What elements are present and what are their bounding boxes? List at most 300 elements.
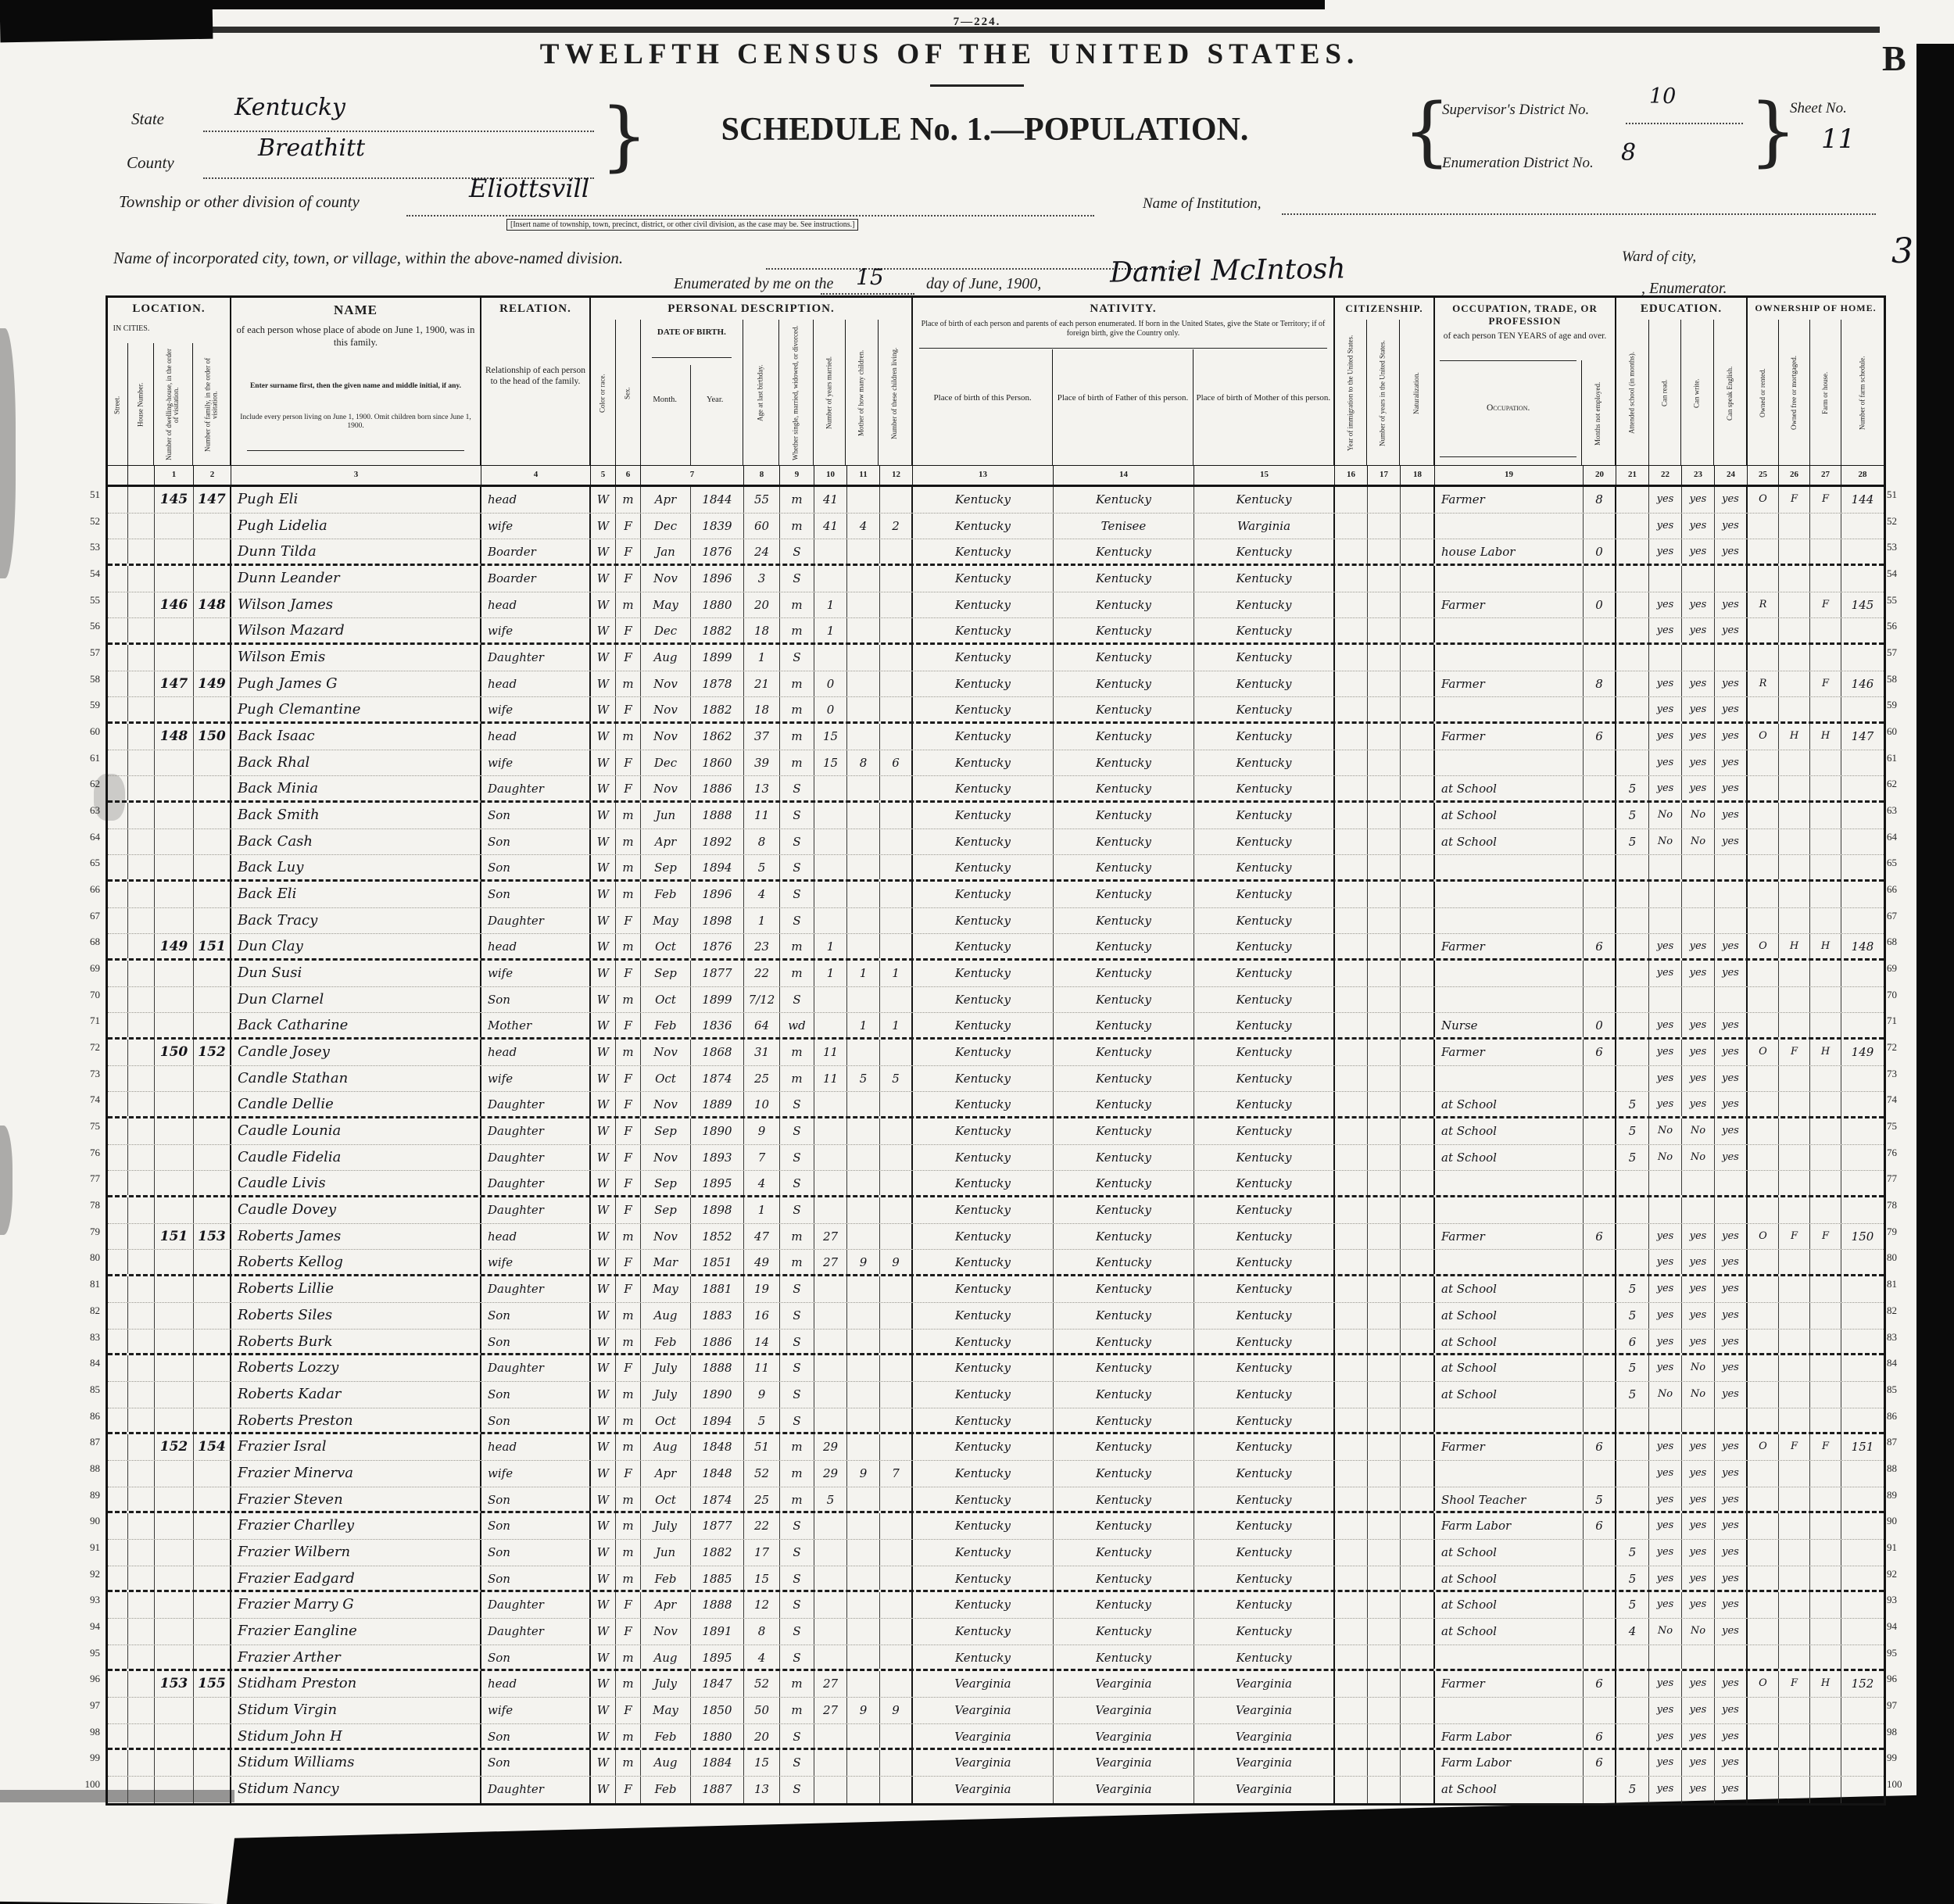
cell-rel: Son bbox=[481, 1750, 591, 1776]
cell-blank bbox=[128, 1276, 155, 1302]
cell-blank bbox=[128, 566, 155, 592]
table-row bbox=[108, 1092, 1884, 1118]
cell-pm: Kentucky bbox=[1194, 1145, 1335, 1171]
column-number: 6 bbox=[616, 466, 641, 485]
line-number: 92 bbox=[1887, 1567, 1897, 1580]
cell-en: yes bbox=[1715, 1619, 1748, 1645]
cell-mn bbox=[1584, 1066, 1616, 1092]
cell-s: F bbox=[616, 961, 641, 986]
cell-sd bbox=[1841, 1750, 1884, 1776]
cell-mn bbox=[1584, 1355, 1616, 1381]
cell-mo: Oct bbox=[641, 987, 691, 1013]
cell-blank bbox=[1335, 1145, 1368, 1171]
cell-c: W bbox=[591, 1592, 616, 1618]
cell-sd bbox=[1841, 1382, 1884, 1408]
cell-sc: 5 bbox=[1616, 1355, 1649, 1381]
cell-blank bbox=[1401, 1355, 1435, 1381]
cell-mc bbox=[847, 829, 880, 855]
cell-fh bbox=[1810, 1276, 1841, 1302]
cell-blank bbox=[1368, 1592, 1401, 1618]
cell-sd bbox=[1841, 1250, 1884, 1274]
cell-fr bbox=[1779, 514, 1810, 539]
in-cities-label: IN CITIES. bbox=[113, 324, 150, 333]
cell-fm: 147 bbox=[194, 487, 231, 513]
cell-rd: yes bbox=[1649, 934, 1682, 958]
cell-blank bbox=[1335, 1724, 1368, 1748]
cell-pf: Vearginia bbox=[1054, 1698, 1194, 1723]
cell-ms: wd bbox=[780, 1013, 814, 1037]
cell-en: yes bbox=[1715, 539, 1748, 564]
cell-rd: yes bbox=[1649, 1461, 1682, 1487]
township-note: [Insert name of township, town, precinct, district, or other civil division, as the case may be. See instructions.] bbox=[506, 219, 858, 231]
cell-oc: at School bbox=[1435, 1145, 1584, 1171]
cell-pf: Kentucky bbox=[1054, 1276, 1194, 1302]
line-number: 75 bbox=[90, 1120, 100, 1133]
cell-dw bbox=[155, 1750, 194, 1776]
cell-sc bbox=[1616, 1671, 1649, 1697]
cell-mo: July bbox=[641, 1382, 691, 1408]
cell-mc bbox=[847, 1487, 880, 1512]
cell-nm: Frazier Minerva bbox=[231, 1461, 481, 1487]
group-personal bbox=[591, 298, 913, 465]
cell-pf: Kentucky bbox=[1054, 1592, 1194, 1618]
cell-cl bbox=[880, 1540, 913, 1566]
table-row bbox=[108, 1645, 1884, 1672]
cell-ms: m bbox=[780, 724, 814, 750]
cell-oc: at School bbox=[1435, 1118, 1584, 1144]
cell-dw bbox=[155, 1619, 194, 1645]
cell-fh bbox=[1810, 645, 1841, 671]
cell-pb: Kentucky bbox=[913, 1330, 1054, 1354]
cell-ym: 27 bbox=[814, 1671, 847, 1697]
cell-ow bbox=[1748, 1118, 1779, 1144]
cell-blank bbox=[1401, 1197, 1435, 1223]
cell-fm bbox=[194, 1145, 231, 1171]
line-number: 66 bbox=[1887, 883, 1897, 896]
cell-fr bbox=[1779, 1303, 1810, 1329]
cell-wr: yes bbox=[1682, 776, 1715, 800]
cell-dw bbox=[155, 1066, 194, 1092]
table-row bbox=[108, 1250, 1884, 1276]
cell-blank bbox=[128, 1040, 155, 1065]
cell-ag: 8 bbox=[744, 829, 780, 855]
cell-blank bbox=[1401, 934, 1435, 958]
cell-ms: m bbox=[780, 1040, 814, 1065]
cell-ow bbox=[1748, 1513, 1779, 1539]
cell-blank bbox=[128, 1118, 155, 1144]
cell-nm: Frazier Steven bbox=[231, 1487, 481, 1512]
cell-fh bbox=[1810, 1303, 1841, 1329]
cell-wr: No bbox=[1682, 803, 1715, 829]
cell-blank bbox=[108, 882, 128, 907]
cell-wr bbox=[1682, 855, 1715, 879]
cell-s: F bbox=[616, 697, 641, 721]
cell-pb: Kentucky bbox=[913, 592, 1054, 618]
cell-sd bbox=[1841, 1408, 1884, 1433]
cell-c: W bbox=[591, 882, 616, 907]
cell-dw: 148 bbox=[155, 724, 194, 750]
cell-fh bbox=[1810, 1355, 1841, 1381]
cell-fr bbox=[1779, 1197, 1810, 1223]
cell-rel: Son bbox=[481, 1566, 591, 1591]
cell-pm: Kentucky bbox=[1194, 908, 1335, 934]
cell-s: m bbox=[616, 1303, 641, 1329]
cell-blank bbox=[1335, 961, 1368, 986]
cell-dw bbox=[155, 1092, 194, 1116]
cell-pf: Kentucky bbox=[1054, 724, 1194, 750]
cell-c: W bbox=[591, 671, 616, 697]
cell-blank bbox=[128, 1066, 155, 1092]
cell-blank bbox=[1401, 908, 1435, 934]
cell-blank bbox=[108, 1513, 128, 1539]
cell-rd: yes bbox=[1649, 724, 1682, 750]
cell-blank bbox=[1401, 1145, 1435, 1171]
table-row bbox=[108, 1671, 1884, 1698]
cell-blank bbox=[128, 1303, 155, 1329]
cell-blank bbox=[128, 645, 155, 671]
cell-blank bbox=[1335, 1461, 1368, 1487]
cell-nm: Candle Josey bbox=[231, 1040, 481, 1065]
cell-wr: yes bbox=[1682, 1250, 1715, 1274]
cell-rd: yes bbox=[1649, 1777, 1682, 1803]
cell-fr bbox=[1779, 961, 1810, 986]
cell-blank bbox=[1401, 750, 1435, 776]
cell-fh: H bbox=[1810, 1671, 1841, 1697]
cell-fr: F bbox=[1779, 1224, 1810, 1250]
cell-pf: Tenisee bbox=[1054, 514, 1194, 539]
cell-nm: Caudle Lounia bbox=[231, 1118, 481, 1144]
cell-s: F bbox=[616, 1619, 641, 1645]
cell-mo: Nov bbox=[641, 1092, 691, 1116]
cell-pf: Kentucky bbox=[1054, 671, 1194, 697]
cell-wr: yes bbox=[1682, 1750, 1715, 1776]
cell-pb: Kentucky bbox=[913, 645, 1054, 671]
cell-wr: yes bbox=[1682, 1592, 1715, 1618]
cell-ag: 12 bbox=[744, 1592, 780, 1618]
cell-sc bbox=[1616, 697, 1649, 721]
cell-wr: yes bbox=[1682, 1276, 1715, 1302]
cell-cl bbox=[880, 1040, 913, 1065]
col-owned-or-rented-label: Owned or rented. bbox=[1758, 368, 1766, 418]
cell-dw: 149 bbox=[155, 934, 194, 958]
table-row bbox=[108, 1382, 1884, 1408]
cell-c: W bbox=[591, 1171, 616, 1195]
cell-c: W bbox=[591, 1671, 616, 1697]
cell-c: W bbox=[591, 1777, 616, 1803]
cell-blank bbox=[1401, 1118, 1435, 1144]
cell-mc bbox=[847, 1592, 880, 1618]
cell-nm: Roberts Kadar bbox=[231, 1382, 481, 1408]
cell-pb: Kentucky bbox=[913, 697, 1054, 721]
line-number: 52 bbox=[1887, 514, 1897, 527]
line-number: 94 bbox=[1887, 1619, 1897, 1632]
cell-rel: wife bbox=[481, 1698, 591, 1723]
cell-c: W bbox=[591, 1355, 616, 1381]
col-can-write-label: Can write. bbox=[1692, 378, 1701, 408]
cell-ow bbox=[1748, 882, 1779, 907]
cell-pm: Kentucky bbox=[1194, 1540, 1335, 1566]
cell-blank bbox=[1368, 1118, 1401, 1144]
cell-fh bbox=[1810, 961, 1841, 986]
cell-dw bbox=[155, 750, 194, 776]
cell-blank bbox=[1335, 1408, 1368, 1433]
cell-rd: yes bbox=[1649, 1540, 1682, 1566]
cell-yr: 1839 bbox=[691, 514, 744, 539]
cell-pb: Kentucky bbox=[913, 1040, 1054, 1065]
dob-divider bbox=[690, 365, 691, 465]
cell-pb: Kentucky bbox=[913, 1487, 1054, 1512]
cell-ow bbox=[1748, 618, 1779, 642]
cell-cl bbox=[880, 1382, 913, 1408]
cell-yr: 1889 bbox=[691, 1092, 744, 1116]
col-mother-of-label: Mother of how many children. bbox=[857, 349, 866, 437]
cell-en: yes bbox=[1715, 1145, 1748, 1171]
line-number: 71 bbox=[90, 1015, 100, 1027]
cell-blank bbox=[1401, 1408, 1435, 1433]
cell-rel: Son bbox=[481, 1487, 591, 1512]
cell-pm: Kentucky bbox=[1194, 803, 1335, 829]
line-number: 83 bbox=[1887, 1330, 1897, 1343]
cell-blank bbox=[108, 750, 128, 776]
cell-mc bbox=[847, 566, 880, 592]
cell-pb: Kentucky bbox=[913, 934, 1054, 958]
cell-fr bbox=[1779, 1619, 1810, 1645]
cell-ym: 27 bbox=[814, 1698, 847, 1723]
cell-pf: Kentucky bbox=[1054, 1461, 1194, 1487]
cell-sd bbox=[1841, 514, 1884, 539]
state-value: Kentucky bbox=[234, 94, 345, 121]
cell-pb: Kentucky bbox=[913, 1145, 1054, 1171]
cell-rel: wife bbox=[481, 1066, 591, 1092]
cell-dw bbox=[155, 1382, 194, 1408]
line-number: 95 bbox=[90, 1646, 100, 1659]
cell-en: yes bbox=[1715, 1487, 1748, 1512]
cell-fr bbox=[1779, 592, 1810, 618]
table-row bbox=[108, 1408, 1884, 1435]
cell-blank bbox=[108, 776, 128, 800]
cell-rd: No bbox=[1649, 803, 1682, 829]
cell-blank bbox=[1335, 1592, 1368, 1618]
cell-oc bbox=[1435, 961, 1584, 986]
cell-wr bbox=[1682, 1645, 1715, 1670]
cell-rd: yes bbox=[1649, 514, 1682, 539]
table-row bbox=[108, 1513, 1884, 1540]
cell-mo: May bbox=[641, 592, 691, 618]
cell-blank bbox=[1335, 1330, 1368, 1354]
cell-rel: Son bbox=[481, 1303, 591, 1329]
cell-sc bbox=[1616, 539, 1649, 564]
col-children-living-label: Number of these children living. bbox=[890, 347, 899, 439]
cell-oc: at School bbox=[1435, 1592, 1584, 1618]
page-title: TWELFTH CENSUS OF THE UNITED STATES. bbox=[539, 38, 1360, 70]
cell-pm: Kentucky bbox=[1194, 1645, 1335, 1670]
cell-blank bbox=[1335, 1224, 1368, 1250]
column-number: 23 bbox=[1682, 466, 1715, 485]
cell-blank bbox=[128, 592, 155, 618]
cell-s: F bbox=[616, 1698, 641, 1723]
cell-pb: Vearginia bbox=[913, 1724, 1054, 1748]
cell-s: m bbox=[616, 592, 641, 618]
cell-oc: at School bbox=[1435, 803, 1584, 829]
cell-sc bbox=[1616, 1250, 1649, 1274]
cell-pm: Kentucky bbox=[1194, 1434, 1335, 1460]
cell-rel: Daughter bbox=[481, 776, 591, 800]
cell-blank bbox=[128, 1487, 155, 1512]
cell-fr bbox=[1779, 987, 1810, 1013]
cell-mn: 6 bbox=[1584, 724, 1616, 750]
group-citizenship bbox=[1335, 298, 1435, 465]
cell-dw bbox=[155, 776, 194, 800]
table-row bbox=[108, 1698, 1884, 1724]
cell-yr: 1851 bbox=[691, 1250, 744, 1274]
ownership-title: OWNERSHIP OF HOME. bbox=[1755, 302, 1877, 313]
cell-blank bbox=[128, 987, 155, 1013]
cell-mn bbox=[1584, 1777, 1616, 1803]
cell-blank bbox=[108, 1066, 128, 1092]
cell-blank bbox=[1335, 1118, 1368, 1144]
cell-pf: Kentucky bbox=[1054, 1040, 1194, 1065]
cell-pb: Kentucky bbox=[913, 487, 1054, 513]
cell-ym bbox=[814, 908, 847, 934]
cell-ow bbox=[1748, 750, 1779, 776]
cell-ow bbox=[1748, 961, 1779, 986]
cell-mc: 1 bbox=[847, 961, 880, 986]
cell-pb: Kentucky bbox=[913, 1171, 1054, 1195]
cell-s: F bbox=[616, 539, 641, 564]
cell-wr: yes bbox=[1682, 961, 1715, 986]
cell-c: W bbox=[591, 1619, 616, 1645]
cell-rd: yes bbox=[1649, 1224, 1682, 1250]
cell-sd bbox=[1841, 645, 1884, 671]
cell-pm: Kentucky bbox=[1194, 539, 1335, 564]
cell-rel: wife bbox=[481, 961, 591, 986]
cell-rel: Boarder bbox=[481, 566, 591, 592]
cell-fm: 152 bbox=[194, 1040, 231, 1065]
cell-blank bbox=[1368, 566, 1401, 592]
cell-fr: F bbox=[1779, 1040, 1810, 1065]
cell-mn: 6 bbox=[1584, 1724, 1616, 1748]
cell-pm: Kentucky bbox=[1194, 1382, 1335, 1408]
cell-sc: 5 bbox=[1616, 1540, 1649, 1566]
cell-fm bbox=[194, 1777, 231, 1803]
cell-fr: F bbox=[1779, 487, 1810, 513]
sheet-value: 11 bbox=[1821, 123, 1856, 155]
cell-ow bbox=[1748, 1566, 1779, 1591]
cell-blank bbox=[108, 1276, 128, 1302]
cell-en: yes bbox=[1715, 803, 1748, 829]
cell-oc bbox=[1435, 566, 1584, 592]
cell-mc bbox=[847, 776, 880, 800]
cell-ms: S bbox=[780, 1619, 814, 1645]
cell-en: yes bbox=[1715, 1250, 1748, 1274]
cell-blank bbox=[1368, 539, 1401, 564]
cell-yr: 1874 bbox=[691, 1066, 744, 1092]
cell-mn bbox=[1584, 1619, 1616, 1645]
line-number: 58 bbox=[90, 672, 100, 685]
cell-yr: 1847 bbox=[691, 1671, 744, 1697]
cell-c: W bbox=[591, 1645, 616, 1670]
cell-wr: yes bbox=[1682, 1540, 1715, 1566]
column-number: 8 bbox=[744, 466, 780, 485]
cell-fr bbox=[1779, 618, 1810, 642]
cell-fr bbox=[1779, 1513, 1810, 1539]
cell-yr: 1882 bbox=[691, 1540, 744, 1566]
cell-mc bbox=[847, 1671, 880, 1697]
cell-dw bbox=[155, 1303, 194, 1329]
col-street-label: Street. bbox=[113, 395, 121, 414]
column-number: 21 bbox=[1616, 466, 1649, 485]
cell-fh: F bbox=[1810, 592, 1841, 618]
cell-blank bbox=[1401, 1276, 1435, 1302]
cell-rel: Son bbox=[481, 1408, 591, 1433]
cell-fm bbox=[194, 1118, 231, 1144]
cell-sc: 4 bbox=[1616, 1619, 1649, 1645]
cell-rd: yes bbox=[1649, 1724, 1682, 1748]
cell-oc: Farmer bbox=[1435, 1040, 1584, 1065]
cell-nm: Roberts James bbox=[231, 1224, 481, 1250]
cell-oc bbox=[1435, 750, 1584, 776]
cell-nm: Stidum Nancy bbox=[231, 1777, 481, 1803]
line-number: 84 bbox=[1887, 1357, 1897, 1369]
cell-en: yes bbox=[1715, 1540, 1748, 1566]
cell-sd bbox=[1841, 1013, 1884, 1037]
cell-c: W bbox=[591, 1513, 616, 1539]
cell-ym bbox=[814, 776, 847, 800]
line-number: 86 bbox=[1887, 1409, 1897, 1422]
cell-nm: Caudle Livis bbox=[231, 1171, 481, 1195]
cell-c: W bbox=[591, 1382, 616, 1408]
cell-dw bbox=[155, 961, 194, 986]
cell-dw bbox=[155, 1250, 194, 1274]
cell-blank bbox=[128, 1619, 155, 1645]
cell-ag: 14 bbox=[744, 1330, 780, 1354]
cell-oc: at School bbox=[1435, 1777, 1584, 1803]
cell-fh bbox=[1810, 1698, 1841, 1723]
cell-dw: 153 bbox=[155, 1671, 194, 1697]
cell-mn: 6 bbox=[1584, 1040, 1616, 1065]
cell-blank bbox=[1401, 1566, 1435, 1591]
table-row bbox=[108, 1777, 1884, 1803]
cell-blank bbox=[128, 1145, 155, 1171]
col-sex-label: Sex. bbox=[623, 387, 632, 399]
cell-mo: Nov bbox=[641, 1040, 691, 1065]
cell-blank bbox=[1368, 1040, 1401, 1065]
cell-ms: S bbox=[780, 1171, 814, 1195]
cell-rd: No bbox=[1649, 1118, 1682, 1144]
cell-dw bbox=[155, 1013, 194, 1037]
cell-mc bbox=[847, 1724, 880, 1748]
cell-ms: m bbox=[780, 1224, 814, 1250]
cell-en bbox=[1715, 566, 1748, 592]
cell-oc: at School bbox=[1435, 1330, 1584, 1354]
cell-cl: 6 bbox=[880, 750, 913, 776]
cell-wr: No bbox=[1682, 1118, 1715, 1144]
cell-pm: Warginia bbox=[1194, 514, 1335, 539]
cell-blank bbox=[1335, 1434, 1368, 1460]
cell-dw bbox=[155, 829, 194, 855]
township-value: Eliottsvill bbox=[469, 174, 590, 203]
cell-cl bbox=[880, 671, 913, 697]
cell-ms: S bbox=[780, 1750, 814, 1776]
cell-fr bbox=[1779, 1408, 1810, 1433]
cell-ow: O bbox=[1748, 1224, 1779, 1250]
cell-pb: Kentucky bbox=[913, 1197, 1054, 1223]
cell-fh bbox=[1810, 1592, 1841, 1618]
cell-c: W bbox=[591, 1303, 616, 1329]
table-row bbox=[108, 1224, 1884, 1251]
table-row bbox=[108, 829, 1884, 856]
cell-sd bbox=[1841, 1619, 1884, 1645]
